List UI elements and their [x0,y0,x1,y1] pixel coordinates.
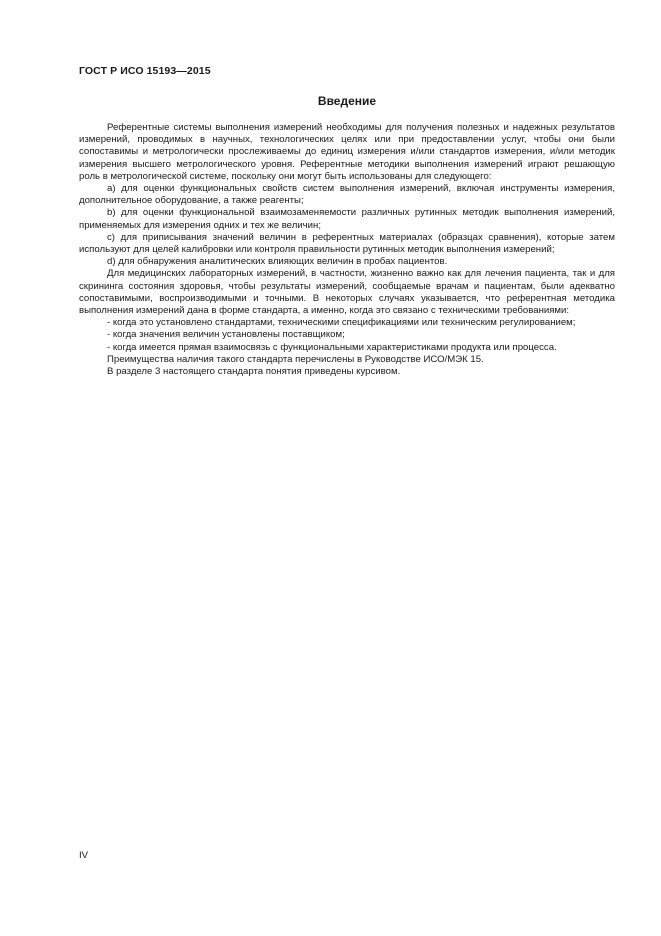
list-item-c: c) для приписывания значений величин в референтных материалах (образцах сравнения), которые затем используют для целей калибровки или контроля правильности рутинных методик выполнения измерений; [79,231,615,256]
section-title: Введение [317,94,377,108]
section-body [79,122,615,378]
list-item-d: d) для обнаружения аналитических влияющих величин в пробах пациентов. [107,256,448,268]
list-item-a: a) для оценки функциональных свойств систем выполнения измерений, включая инструменты измерения, дополнительное оборудование, а также реагенты; [79,183,615,207]
page-number: IV [79,850,89,861]
dash-item-product: - когда имеется прямая взаимосвязь с функциональными характеристиками продукта или процесса. [107,341,557,353]
paragraph-intro: Референтные системы выполнения измерений необходимы для получения полезных и надежных результатов измерений, проводимых в научных, технологических целях или при предоставлении услуг, чтобы они были сопоставимы и метрологически прослеживаемы до единиц измерения и/или стандартов измерения, и/или методик измерения высшего метрологического уровня. Референтные методики выполнения измерений играют решающую роль в метрологической системе, поскольку они могут быть использованы для следующего: [79,122,615,182]
document-header-id: ГОСТ Р ИСО 15193—2015 [79,65,211,77]
list-item-b: b) для оценки функциональной взаимозаменяемости различных рутинных методик выполнения измерений, применяемых для измерения одних и тех же величин; [79,207,615,231]
paragraph-medical: Для медицинских лабораторных измерений, в частности, жизненно важно как для лечения пациента, так и для скрининга состояния здоровья, чтобы результаты измерений, сообщаемые врачам и пациентам, были адекватно сопоставимыми, воспроизводимыми и точными. В некоторых случаях указывается, что референтная методика выполнения измерений дана в форме стандарта, а именно, когда это связано с техническими требованиями: [79,268,615,317]
dash-item-standards: - когда это установлено стандартами, техническими спецификациями или техническим регулированием; [107,317,576,329]
dash-item-supplier: - когда значения величин установлены поставщиком; [107,329,345,341]
paragraph-guide: Преимущества наличия такого стандарта перечислены в Руководстве ИСО/МЭК 15. [107,353,484,365]
paragraph-italics-note: В разделе 3 настоящего стандарта понятия приведены курсивом. [107,366,401,378]
